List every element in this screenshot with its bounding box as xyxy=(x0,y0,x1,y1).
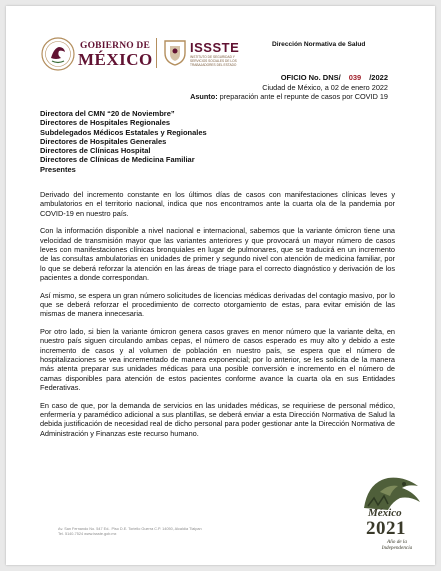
gobierno-mexico-emblem-icon xyxy=(40,36,76,72)
body-paragraph: Con la información disponible a nivel nacional e internacional, sabemos que la variante ómicron tiene una velocidad de transmisión mayor que las variantes anteriores y que provocará un mayor número de casos leves con manifestaciones clínicas bronquiales en lugar de pulmonares, que se traducirá en un incremento de las consultas ambulatorias en unidades de primer y segundo nivel con atención de medicina familiar, por lo que se deberá reforzar la atención en las áreas de triage para el correcto diagnóstico y derivación de los pacientes a donde correspondan. xyxy=(40,226,395,282)
department-name: Dirección Normativa de Salud xyxy=(272,41,366,48)
mexico-2021-badge-icon xyxy=(358,472,430,512)
recipients-block xyxy=(40,109,380,174)
recipient-line: Directores de Hospitales Regionales xyxy=(40,118,171,128)
body-paragraph: Por otro lado, si bien la variante ómicron genera casos graves en menor número que la variante delta, en nuestro país siguen circulando ambas cepas, el número de casos esperado es muy alto y debido a este incremento de casos y al volumen de población en nuestro país, se espera que el número de hospitalizaciones se vea incrementado de manera exponencial; por lo anterior, se les solicita de la manera más atenta preparar sus unidades médicas para una posible conversión e incremento en el número de camas disponibles para atención de estos pacientes conforme avance la cuarta ola en sus Entidades Federativas. xyxy=(40,327,395,392)
issste-tagline: INSTITUTO DE SEGURIDAD Y SERVICIOS SOCIALES DE LOS TRABAJADORES DEL ESTADO xyxy=(190,55,237,67)
subject-label: Asunto: xyxy=(190,92,218,101)
footer-line2: Tel. 5140-7524 www.issste.gob.mx xyxy=(58,532,117,536)
body-paragraph: Así mismo, se espera un gran número solicitudes de licencias médicas derivadas del contagio masivo, por lo que se deberá reforzar el procedimiento de correcto otorgamiento de estas, para evitar emisión de las mismas de manera innecesaria. xyxy=(40,290,395,319)
issste-logo xyxy=(162,37,252,71)
mexico-2021-badge xyxy=(358,472,430,558)
badge-subtitle: Año de la Independencia xyxy=(381,539,413,551)
document-page xyxy=(6,6,435,565)
footer-line1: Av. San Fernando No. 547 Ed.. Piso D.E. Toriello Guerra C.P. 14050, Alcaldía Tlalpan xyxy=(58,527,202,531)
gobierno-mexico-logo xyxy=(40,36,152,72)
letter-subject xyxy=(190,92,388,101)
recipient-line: Directores de Clínicas de Medicina Familiar xyxy=(40,155,195,165)
office-suffix: /2022 xyxy=(369,73,388,82)
gobierno-line2: MÉXICO xyxy=(78,50,153,69)
office-prefix: OFICIO No. DNS/ xyxy=(280,73,341,82)
footer-address xyxy=(58,527,202,537)
badge-year: 2021 xyxy=(366,518,406,539)
body-paragraph: En caso de que, por la demanda de servicios en las unidades médicas, se requiriese de personal médico, enfermería y paramédico adicional a sus plantillas, se deberá enviar a esta Dirección Normativa de Salud la debida justificación de necesidad real de dicho personal para poder gestionar ante la Dirección Normativa de Administración y Finanzas este recurso humano. xyxy=(40,400,395,438)
recipient-line: Directora del CMN “20 de Noviembre” xyxy=(40,109,175,118)
letter-body xyxy=(40,190,395,446)
logo-divider xyxy=(156,38,157,68)
letterhead xyxy=(6,6,435,76)
recipient-line: Subdelegados Médicos Estatales y Regionales xyxy=(40,127,207,137)
gobierno-line1: GOBIERNO DE xyxy=(80,41,151,51)
subject-text: preparación ante el repunte de casos por COVID 19 xyxy=(217,92,388,101)
issste-emblem-icon xyxy=(162,37,188,67)
badge-word: México xyxy=(368,507,402,519)
recipient-line: Directores de Hospitales Generales xyxy=(40,136,167,146)
letter-date: Ciudad de México, a 02 de enero 2022 xyxy=(262,83,388,92)
recipient-line: Directores de Clínicas Hospital xyxy=(40,146,151,156)
recipient-line: Presentes xyxy=(40,164,76,174)
office-number xyxy=(281,73,388,82)
issste-name: ISSSTE xyxy=(190,40,240,55)
body-paragraph: Derivado del incremento constante en los últimos días de casos con manifestaciones clínicas leves y ambulatorios en el territorio nacional, indica que nos encontramos ante la cuarta ola de la pandemia por COVID-19 en nuestro país. xyxy=(40,190,395,218)
office-number-value: 039 xyxy=(348,73,362,82)
